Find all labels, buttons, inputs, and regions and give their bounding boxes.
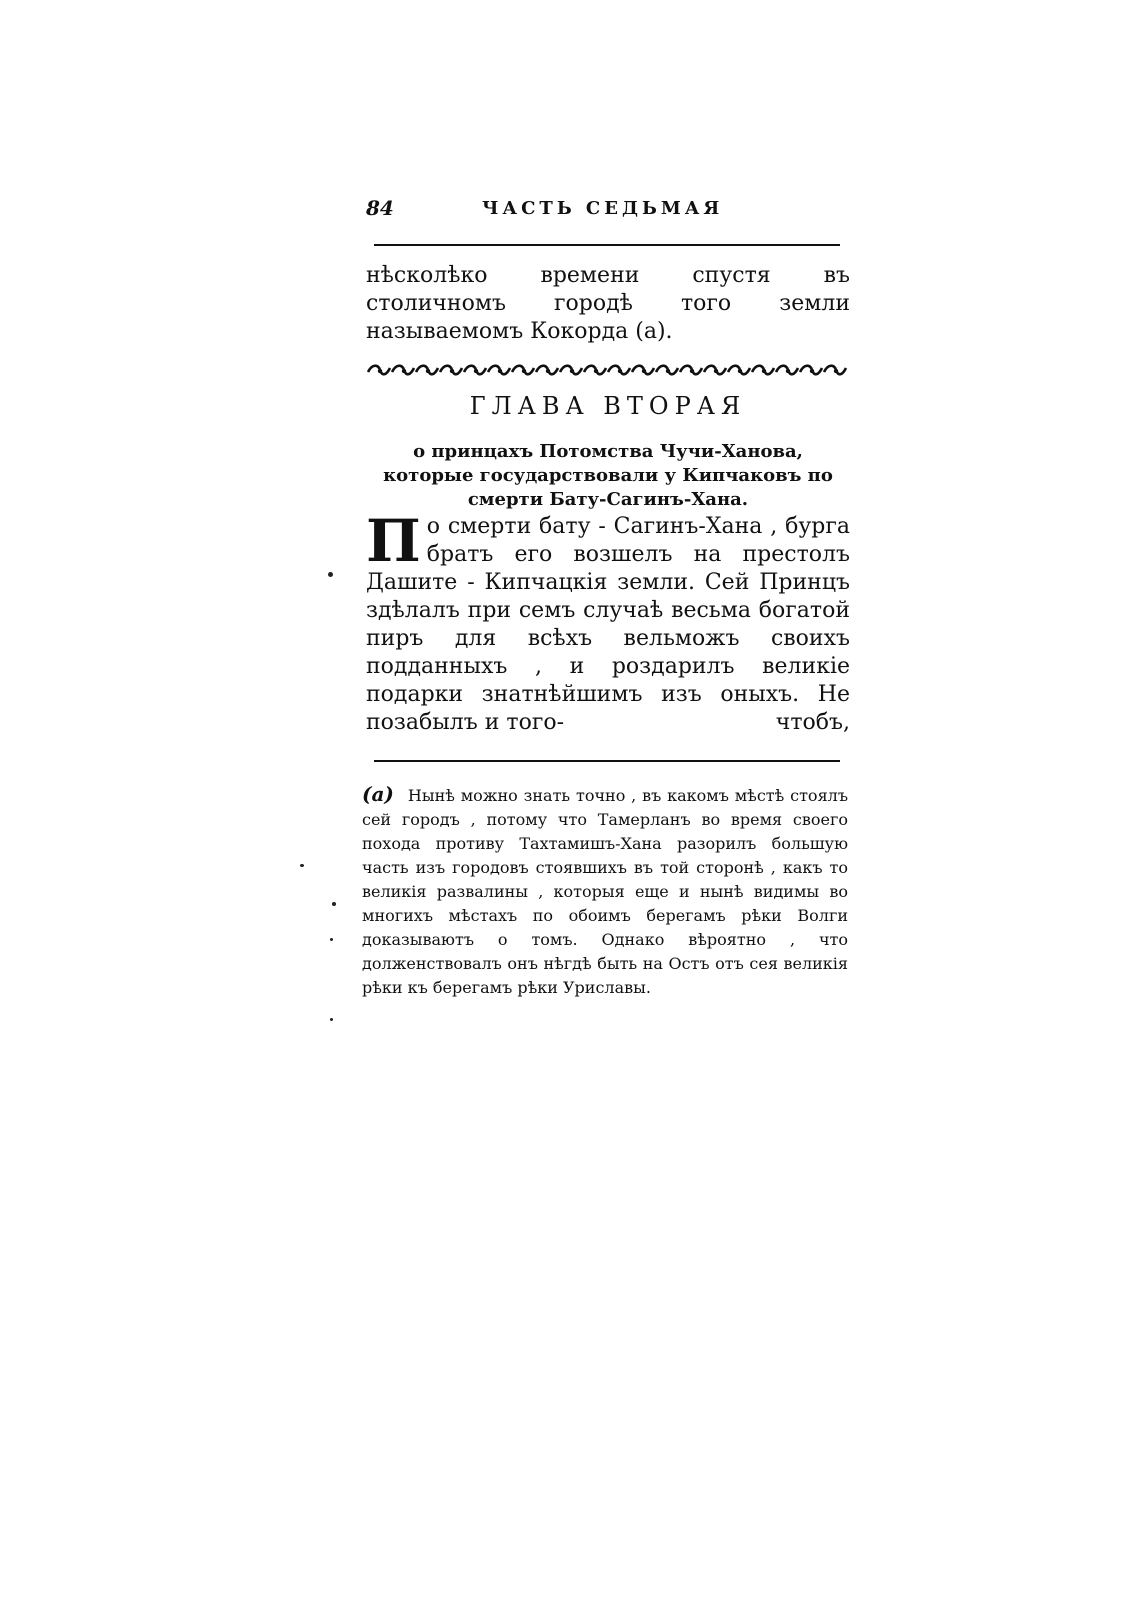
margin-speck [300, 864, 304, 867]
ornament-dot [450, 369, 454, 373]
header-rule [374, 244, 840, 246]
ornament-dot [786, 369, 790, 373]
ornament-dot [546, 369, 550, 373]
footnote [362, 782, 848, 1000]
continuation-text: нѣсколѣко времени спустя въ столичномъ городѣ того земли называемомъ Кокорда (a). [366, 263, 850, 344]
ornament-dot [642, 369, 646, 373]
ornament-pattern [366, 362, 850, 378]
ornament-dot [714, 369, 718, 373]
footnote-rule [374, 760, 840, 762]
ornament-dot [834, 369, 838, 373]
margin-speck [330, 938, 333, 941]
ornament-dot [666, 369, 670, 373]
ornament-dot [594, 369, 598, 373]
ornament-dot [402, 369, 406, 373]
margin-speck [328, 572, 333, 577]
chapter-subtitle: о принцахъ Потомства Чучи-Ханова, которые государствовали у Кипчаковъ по смерти Бату-Сагинъ-Хана. [383, 441, 833, 510]
margin-speck [332, 902, 336, 906]
ornamental-divider [366, 362, 850, 378]
chapter-title: ГЛАВА ВТОРАЯ [469, 392, 747, 420]
ornament-dot [810, 369, 814, 373]
page-number: 84 [366, 196, 394, 220]
footnote-mark: (a) [362, 782, 394, 806]
paragraph-text: о смерти бату - Сагинъ-Хана , бурга братъ его возшелъ на престолъ Дашите - Кипчацкія земли. Сей Принцъ здѣлалъ при семъ случаѣ весьма богатой пиръ для всѣхъ вельможъ своихъ подданныхъ , и роздарилъ великіе подарки знатнѣйшимъ изъ оныхъ. Не позабылъ и того- [366, 514, 850, 735]
ornament-dot [522, 369, 526, 373]
drop-cap: П [366, 507, 421, 575]
margin-speck [330, 1018, 333, 1021]
ornament-dot [762, 369, 766, 373]
page-header [366, 196, 846, 226]
running-head: ЧАСТЬ СЕДЬМАЯ [482, 198, 724, 219]
ornament-dot [738, 369, 742, 373]
ornament-dot [498, 369, 502, 373]
ornament-dot [618, 369, 622, 373]
ornament-dot [426, 369, 430, 373]
ornament-dot [690, 369, 694, 373]
chapter-paragraph [366, 507, 850, 737]
catchword: чтобъ, [775, 710, 850, 735]
ornament-dot [378, 369, 382, 373]
ornament-dot [474, 369, 478, 373]
footnote-text: Нынѣ можно знать точно , въ какомъ мѣстѣ стоялъ сей городъ , потому что Тамерланъ во время своего похода противу Тахтамишъ-Хана разорилъ большую часть изъ городовъ стоявшихъ въ той сторонѣ , какъ то великія развалины , которыя еще и нынѣ видимы во многихъ мѣстахъ по обоимъ берегамъ рѣки Волги доказываютъ о томъ. Однако вѣроятно , что долженствовалъ онъ нѣгдѣ быть на Остъ отъ сея великія рѣки къ берегамъ рѣки Уриславы. [362, 786, 848, 997]
ornament-dot [570, 369, 574, 373]
